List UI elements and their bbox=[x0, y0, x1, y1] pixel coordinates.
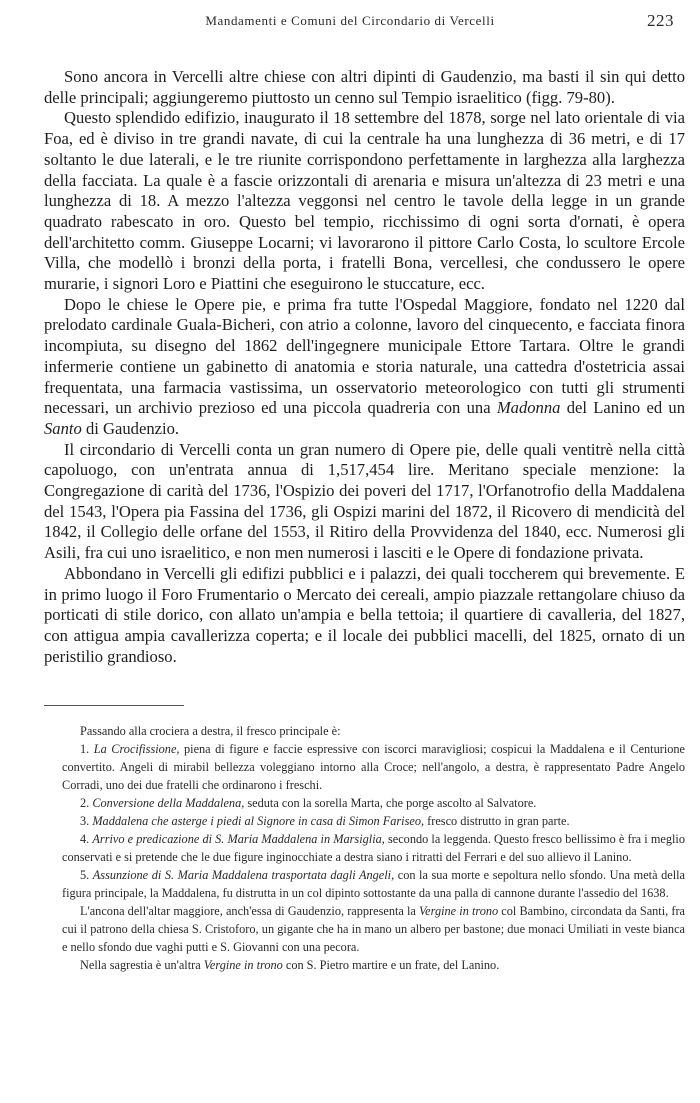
paragraph-hospital-text: Dopo le chiese le Opere pie, e prima fra tutte l'Ospedal Maggiore, fondato nel 1220 dal prelodato cardinale Guala-Bicheri, con atrio a colonne, lavoro del cinquecento, e facciata finora incompiuta, su disegno del 1862 dell'ingegnere municipale Ettore Tartara. Oltre le grandi infermerie contiene un gabinetto di anatomia e storia naturale, una cattedra d'ostetricia assai frequentata, una farmacia vastissima, un osservatorio meteorologico con tutti gli strumenti necessari, un archivio prezioso ed una piccola quadreria con una bbox=[44, 294, 685, 418]
paragraph-buildings-text: Abbondano in Vercelli gli edifizi pubblici e i palazzi, dei quali toccherem qui brevemente. E in primo luogo il Foro Frumentario o Mercato dei cereali, ampio piazzale rettangolare chiuso da porticati di stile dorico, con allato un'ampia e bella tettoia; il quartiere di cavalleria, del 1827, con attigua ampia cavallerizza coperta; e il locale dei pubblici macelli, del 1825, ornato di un peristilio grandioso. bbox=[44, 563, 685, 666]
footnote-number: 4. bbox=[80, 832, 90, 846]
italic-madonna: Madonna bbox=[496, 398, 561, 418]
footnote-rule bbox=[44, 705, 184, 706]
footnote-number: 2. bbox=[80, 796, 90, 810]
italic-vergine-in-trono: Vergine in trono bbox=[419, 904, 499, 918]
paragraph-charities bbox=[44, 440, 685, 564]
footnote-item bbox=[62, 830, 685, 866]
footnote-item bbox=[62, 794, 685, 812]
footnote-text: con la sua morte e sepoltura nello sfondo. Una metà della figura principale, la Maddalena, fu distrutta in un col dipinto sottostante da una palla di cannone durante l'assedio del 1638. bbox=[62, 868, 685, 900]
paragraph-charities-text: Il circondario di Vercelli conta un gran numero di Opere pie, delle quali ventitrè nella città capoluogo, con un'entrata annua di 1,517,454 lire. Meritano speciale menzione: la Congregazione di carità del 1736, l'Ospizio dei poveri del 1717, l'Orfanotrofio della Maddalena del 1543, l'Opera pia Fassina del 1736, gli Ospizi marini del 1872, il Ricovero di mendicità del 1842, il Collegio delle orfane del 1553, il Ritiro della Provvidenza del 1840, ecc. Numerosi gli Asili, fra cui uno israelitico, e non men numerosi i lasciti e le Opere di fondazione privata. bbox=[44, 439, 685, 563]
paragraph-churches-text: Sono ancora in Vercelli altre chiese con altri dipinti di Gaudenzio, ma basti il sin qui detto delle principali; aggiungeremo piuttosto un cenno sul Tempio israelitico (figg. 79-80). bbox=[44, 67, 685, 107]
footnote-title: Conversione della Maddalena, bbox=[92, 796, 245, 810]
paragraph-temple-text: Questo splendido edifizio, inaugurato il 18 settembre del 1878, sorge nel lato orientale di via Foa, ed è diviso in tre grandi navate, di cui la centrale ha una lunghezza di 36 metri, e di 17 soltanto le due laterali, e le tre riunite corrispondono perfettamente in larghezza alla larghezza della facciata. La quale è a fascie orizzontali di arenaria e misura un'altezza di 23 metri e una lunghezza di 18. A mezzo l'altezza veggonsi nel centro le tavole della legge in un grande quadrato rabescato in oro. Questo bel tempio, ricchissimo di ogni sorta d'ornati, è opera dell'architetto comm. Giuseppe Locarni; vi lavorarono il pittore Carlo Costa, lo scultore Ercole Villa, che modellò i bronzi della porta, i fratelli Bona, vercellesi, che condussero le opere murarie, i signori Loro e Piattini che eseguirono le stuccature, ecc. bbox=[44, 108, 685, 294]
footnote-title: La Crocifissione, bbox=[93, 742, 180, 756]
italic-santo: Santo bbox=[44, 418, 82, 438]
paragraph-churches bbox=[44, 67, 685, 108]
footnote-number: 5. bbox=[80, 868, 90, 882]
running-head bbox=[20, 13, 680, 37]
footnote-item bbox=[62, 740, 685, 794]
main-text bbox=[44, 67, 685, 667]
paragraph-hospital-text-c: di Gaudenzio. bbox=[81, 418, 180, 438]
footnote-title: Arrivo e predicazione di S. Maria Maddalena in Marsiglia, bbox=[92, 832, 385, 846]
paragraph-hospital-text-b: del Lanino ed un bbox=[560, 398, 686, 418]
footnote-item bbox=[62, 866, 685, 902]
footnote-intro: Passando alla crociera a destra, il fresco principale è: bbox=[80, 724, 341, 738]
footnote-ancona bbox=[62, 902, 685, 956]
footnote-sagrestia bbox=[62, 956, 685, 974]
paragraph-hospital bbox=[44, 295, 685, 440]
italic-vergine-in-trono: Vergine in trono bbox=[203, 958, 283, 972]
footnote-text: L'ancona dell'altar maggiore, anch'essa di Gaudenzio, rappresenta la bbox=[80, 904, 420, 918]
footnote-number: 3. bbox=[80, 814, 90, 828]
footnote-item bbox=[62, 812, 685, 830]
footnote-text: seduta con la sorella Marta, che porge ascolto al Salvatore. bbox=[244, 796, 537, 810]
footnote-number: 1. bbox=[80, 742, 90, 756]
footnote-text: fresco distrutto in gran parte. bbox=[424, 814, 570, 828]
footnote-text: secondo la leggenda. Questo fresco bellissimo è fra i meglio conservati e si pretende che le due figure inginocchiate a destra siano i ritratti del Ferrari e del suo allievo il Lanino. bbox=[62, 832, 685, 864]
footnote-title: Maddalena che asterge i piedi al Signore in casa di Simon Fariseo, bbox=[92, 814, 425, 828]
footnote-text: con S. Pietro martire e un frate, del Lanino. bbox=[282, 958, 500, 972]
page-number: 223 bbox=[647, 11, 674, 30]
paragraph-temple bbox=[44, 108, 685, 294]
running-title: Mandamenti e Comuni del Circondario di Vercelli bbox=[205, 13, 495, 28]
footnote-text: piena di figure e faccie espressive con iscorci maravigliosi; cospicui la Maddalena e il Centurione convertito. Angeli di mirabil bellezza voleggiano intorno alla Croce; nell'angolo, a destra, è rappresentato Padre Angelo Corradi, uno dei due fratelli che ordinarono i freschi. bbox=[62, 742, 686, 792]
footnote-text: col Bambino, circondata da Santi, fra cui il patrono della chiesa S. Cristoforo, un gigante che ha in mano un albero per bastone; due monaci Umiliati in veste bianca e nello sfondo due vaghi putti e S. Giovanni con una pecora. bbox=[62, 904, 685, 954]
paragraph-buildings bbox=[44, 564, 685, 668]
footnote-title: Assunzione di S. Maria Maddalena trasportata dagli Angeli, bbox=[92, 868, 395, 882]
footnote-text: Nella sagrestia è un'altra bbox=[80, 958, 204, 972]
footnotes bbox=[62, 722, 685, 974]
